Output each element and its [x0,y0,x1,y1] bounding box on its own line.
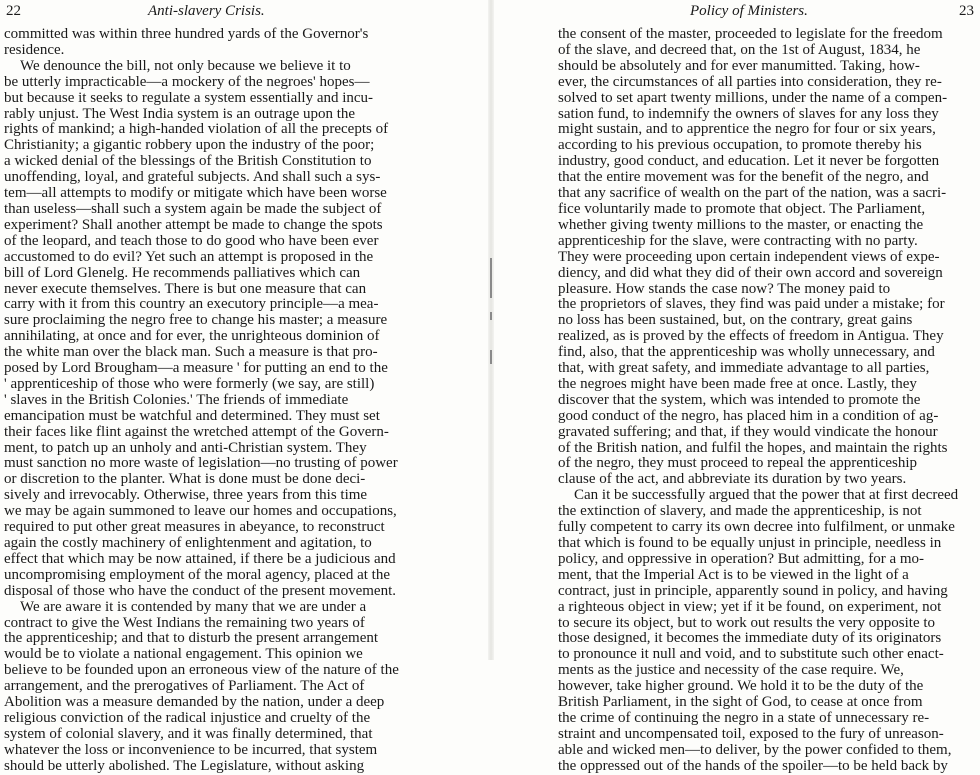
text-line: the negroes might have been made free at once. Lastly, they [558,375,917,392]
text-line: Can it be successfully argued that the power that at first decreed [574,487,959,504]
text-line: we may be again summoned to leave our homes and occupations, [4,503,397,520]
text-line: emancipation must be watchful and determined. They must set [4,407,380,424]
running-head: Anti-slavery Crisis. [148,3,265,19]
text-line: the apprenticeship; and that to disturb the present arrangement [4,630,379,647]
gutter-shadow [490,350,492,364]
text-line: uncompromising employment of the moral agency, placed at the [4,566,390,583]
text-line: clause of the act, and abbreviate its duration by two years. [558,471,907,488]
text-line: Christianity; a gigantic robbery upon the industry of the poor; [4,137,375,154]
text-line: than useless—shall such a system again be made the subject of [4,200,382,217]
right-page [494,0,980,774]
text-line: no loss has been sustained, but, on the contrary, great gains [558,312,913,329]
page-number: 22 [6,3,21,19]
text-line: according to his previous occupation, to promote thereby his [558,137,922,154]
text-line: disposal of those who have the conduct of the present movement. [4,582,396,599]
text-line: must sanction no more waste of legislation—no trusting of power [4,455,398,472]
text-line: We denounce the bill, not only because we believe it to [20,57,351,74]
text-line: residence. [4,41,65,58]
text-line: contract, just in principle, apparently sound in policy, and having [558,582,948,599]
text-line: experiment? Shall another attempt be made to change the spots [4,216,383,233]
text-line: sure proclaiming the negro free to change his master; a measure [4,312,388,329]
text-line: They were proceeding upon certain independent views of expe- [558,248,940,265]
text-line: should be absolutely and for ever manumitted. Taking, how- [558,57,920,74]
text-line: carry with it from this country an executory principle—a mea- [4,296,379,313]
text-line: or discretion to the planter. What is done must be done deci- [4,471,366,488]
left-page-body [4,27,439,775]
text-line: apprenticeship for the slave, were contracting with no party. [558,232,918,249]
text-line: the oppressed out of the hands of the spoiler—to be held back by [558,757,948,774]
text-line: contract to give the West Indians the remaining two years of [4,614,365,631]
text-line: fice voluntarily made to promote that object. The Parliament, [558,200,926,217]
text-line: policy, and oppressive in operation? But admitting, for a mo- [558,550,925,567]
right-page-header [494,3,980,23]
text-line: never execute themselves. There is but one measure that can [4,280,367,297]
text-line: effect that which may be now attained, if there be a judicious and [4,550,396,567]
text-line: fully competent to carry its own decree into fulfilment, or unmake [558,519,955,536]
text-line: believe to be founded upon an erroneous view of the nature of the [4,662,399,679]
text-line: ment, that the Imperial Act is to be viewed in the light of a [558,566,909,583]
text-line: of the leopard, and teach those to do good who have been ever [4,232,379,249]
text-line: ments as the justice and necessity of the case require. We, [558,662,904,679]
text-line: might sustain, and to apprentice the negro for four or six years, [558,121,936,138]
text-line: accustomed to do evil? Yet such an attempt is proposed in the [4,248,374,265]
text-line: straint and uncompensated toil, exposed to the fury of unreason- [558,725,944,742]
text-line: the white man over the black man. Such a measure is that pro- [4,344,378,361]
text-line: that which is found to be equally unjust in principle, needless in [558,535,942,551]
text-line: ment, to patch up an unholy and anti-Christian system. They [4,439,367,456]
text-line: rably unjust. The West India system is an outrage upon the [4,105,356,122]
text-line: that, with great safety, and immediate advantage to all parties, [558,360,930,377]
left-page [0,0,488,774]
text-line: that the entire movement was for the benefit of the negro, and [558,169,929,186]
text-line: the extinction of slavery, and made the apprenticeship, is not [558,503,922,520]
text-line: their faces like flint against the wretched attempt of the Govern- [4,423,389,440]
text-line: solved to set apart twenty millions, under the name of a compen- [558,89,948,106]
text-line: British Parliament, in the sight of God, to cease at once from [558,694,923,711]
gutter-shadow [490,312,492,320]
text-line: should be utterly abolished. The Legislature, without asking [4,757,365,774]
text-line: annihilating, at once and for ever, the unrighteous dominion of [4,328,380,345]
text-line: required to put other great measures in abeyance, to reconstruct [4,519,385,536]
text-line: whatever the loss or inconvenience to be incurred, that system [4,741,378,758]
text-line: find, also, that the apprenticeship was wholly unnecessary, and [558,344,935,361]
text-line: tem—all attempts to modify or mitigate which have been worse [4,185,387,202]
text-line: gravated suffering; and that, if they would vindicate the honour [558,423,938,440]
text-line: whether giving twenty millions to the master, or enacting the [558,216,924,233]
text-line: We are aware it is contended by many that we are under a [20,598,367,615]
text-line: a righteous object in view; yet if it be found, on experiment, not [558,598,942,615]
left-page-header [0,3,488,23]
text-line: discover that the system, which was intended to promote the [558,391,921,408]
text-line: diency, and did what they did of their own accord and sovereign [558,264,943,281]
text-line: be utterly impracticable—a mockery of the negroes' hopes— [4,73,370,90]
text-line: realized, as is proved by the effects of freedom in Antigua. They [558,328,944,345]
text-line: able and wicked men—to deliver, by the power confided to them, [558,741,952,758]
text-line: the crime of continuing the negro in a state of unnecessary re- [558,709,930,726]
text-line: that any sacrifice of wealth on the part of the nation, was a sacri- [558,185,947,202]
text-line: religious conviction of the radical injustice and cruelty of the [4,709,371,726]
running-head: Policy of Ministers. [690,3,808,19]
text-line: ever, the circumstances of all parties into consideration, they re- [558,73,942,90]
text-line: Abolition was a measure demanded by the nation, under a deep [4,694,385,711]
text-line: posed by Lord Brougham—a measure ' for putting an end to the [4,360,388,377]
text-line: sation fund, to indemnify the owners of slaves for any loss they [558,105,939,122]
text-line: to secure its object, but to work out results the very opposite to [558,614,936,631]
text-line: arrangement, and the prerogatives of Parliament. The Act of [4,678,365,695]
text-line: would be to violate a national engagement. This opinion we [4,646,363,663]
text-line: of the slave, and decreed that, on the 1st of August, 1834, he [558,41,921,58]
text-line: the proprietors of slaves, they find was paid under a mistake; for [558,296,945,313]
right-page-body [558,27,972,775]
text-line: of the British nation, and fulfil the hopes, and maintain the rights [558,439,948,456]
text-line: to pronounce it null and void, and to substitute such other enact- [558,646,944,663]
page-number: 23 [959,3,974,19]
text-line: those designed, it becomes the immediate duty of its originators [558,630,942,647]
text-line: rights of mankind; a high-handed violation of all the precepts of [4,121,389,138]
text-line: a wicked denial of the blessings of the British Constitution to [4,153,372,170]
text-line: again the costly machinery of enlightenment and agitation, to [4,535,372,551]
text-line: ' apprenticeship of those who were formerly (we say, are still) [4,375,375,392]
text-line: ' slaves in the British Colonies.' The friends of immediate [4,391,349,408]
text-line: system of colonial slavery, and it was finally determined, that [4,725,373,742]
text-line: pleasure. How stands the case now? The money paid to [558,280,891,297]
text-line: industry, good conduct, and education. Let it never be forgotten [558,153,940,170]
text-line: however, take higher ground. We hold it to be the duty of the [558,678,924,695]
text-line: sively and irrevocably. Otherwise, three years from this time [4,487,368,504]
text-line: the consent of the master, proceeded to legislate for the freedom [558,26,943,42]
text-line: bill of Lord Glenelg. He recommends palliatives which can [4,264,361,281]
text-line: but because it seeks to regulate a system essentially and incu- [4,89,374,106]
text-line: good conduct of the negro, has placed him in a condition of ag- [558,407,939,424]
text-line: of the negro, they must proceed to repeal the apprenticeship [558,455,918,472]
gutter-shadow [490,258,492,298]
text-line: unoffending, loyal, and grateful subjects. And shall such a sys- [4,169,381,186]
text-line: committed was within three hundred yards of the Governor's [4,26,369,42]
